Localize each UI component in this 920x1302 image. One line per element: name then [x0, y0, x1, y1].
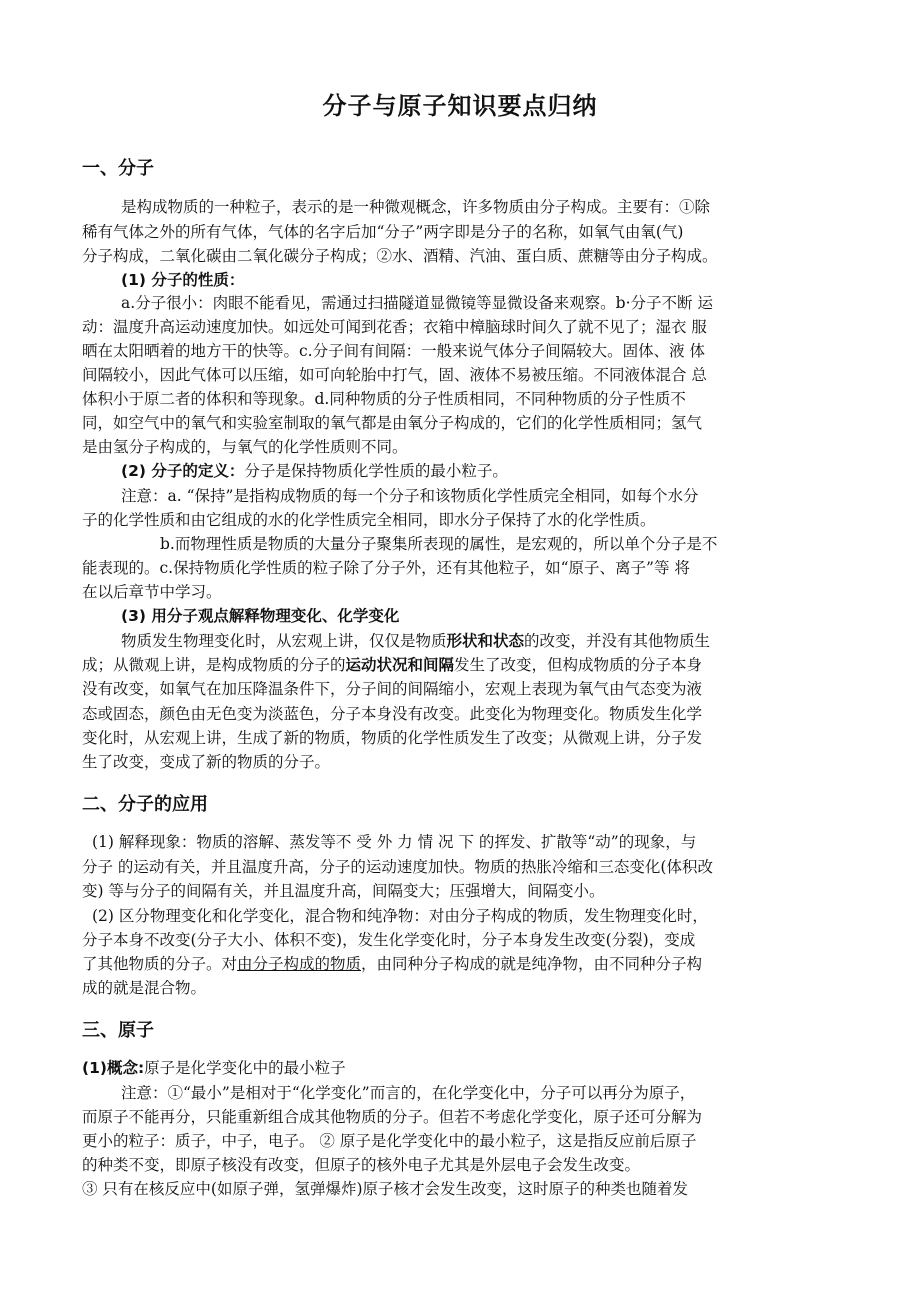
paragraph-line: 分子构成，二氧化碳由二氧化碳分子构成；②水、酒精、汽油、蛋白质、蔗糖等由分子构成。 [82, 247, 718, 265]
paragraph-line: 成的就是混合物。 [82, 979, 207, 997]
paragraph-line: 态或固态，颜色由无色变为淡蓝色，分子本身没有改变。此变化为物理变化。物质发生化学 [82, 705, 703, 723]
definition-line [121, 460, 508, 482]
paragraph-line: b.而物理性质是物质的大量分子聚集所表现的属性，是宏观的，所以单个分子是不 [160, 535, 718, 553]
paragraph-line: 体积小于原二者的体积和等现象。d.同种物质的分子性质相同，不同种物质的分子性质不 [82, 390, 686, 408]
paragraph-line: 变化时，从宏观上讲，生成了新的物质，物质的化学性质发生了改变；从微观上讲，分子发 [82, 729, 703, 747]
concept-text: 原子是化学变化中的最小粒子 [144, 1059, 346, 1077]
section-heading-molecule: 一、分子 [82, 158, 154, 179]
paragraph-line: 注意：①“最小”是相对于“化学变化”而言的，在化学变化中，分子可以再分为原子， [121, 1084, 696, 1102]
paragraph-line: 注意：a. “保持”是指构成物质的每一个分子和该物质化学性质完全相同，如每个水分 [121, 487, 699, 505]
paragraph-line: 分子 的运动有关，并且温度升高，分子的运动速度加快。物质的热胀冷缩和三态变化(体积改 [82, 858, 713, 876]
paragraph-line: 变) 等与分子的间隔有关，并且温度升高，间隔变大；压强增大，间隔变小。 [82, 882, 605, 900]
paragraph-line: 在以后章节中学习。 [82, 583, 222, 601]
paragraph-line: 生了改变，变成了新的物质的分子。 [82, 753, 331, 771]
paragraph-line: 更小的粒子：质子，中子，电子。 ② 原子是化学变化中的最小粒子，这是指反应前后原子 [82, 1132, 697, 1150]
concept-line [82, 1057, 346, 1079]
subheading-explain-changes: (3) 用分子观点解释物理变化、化学变化 [121, 607, 400, 625]
paragraph-line [82, 953, 702, 975]
text-run: 的改变，并没有其他物质生 [524, 632, 711, 650]
subheading-concept: (1)概念: [82, 1059, 145, 1077]
paragraph-line: 是由氢分子构成的，与氧气的化学性质则不同。 [82, 438, 408, 456]
section-heading-atom: 三、原子 [82, 1020, 154, 1041]
paragraph-line: 晒在太阳晒着的地方干的快等。c.分子间有间隔：一般来说气体分子间隔较大。固体、液 体 [82, 342, 706, 360]
paragraph-line: 间隔较小，因此气体可以压缩，如可向轮胎中打气，固、液体不易被压缩。不同液体混合 总 [82, 366, 707, 384]
text-run: 了其他物质的分子。对 [82, 955, 238, 973]
text-run: 成；从微观上讲，是构成物质的分子的 [82, 656, 346, 674]
paragraph-line: a.分子很小：肉眼不能看见，需通过扫描隧道显微镜等显微设备来观察。b·分子不断 运 [121, 294, 713, 312]
bold-term: 形状和状态 [446, 632, 525, 650]
paragraph-line: ③ 只有在核反应中(如原子弹，氢弹爆炸)原子核才会发生改变，这时原子的种类也随着发 [82, 1180, 689, 1198]
paragraph-line [82, 654, 702, 676]
paragraph-line: 动：温度升高运动速度加快。如远处可闻到花香；衣箱中樟脑球时间久了就不见了；湿衣 服 [82, 318, 707, 336]
paragraph-line: 是构成物质的一种粒子，表示的是一种微观概念，许多物质由分子构成。主要有：①除 [121, 198, 711, 216]
paragraph-line: 能表现的。c.保持物质化学性质的粒子除了分子外，还有其他粒子，如“原子、离子”等 将 [82, 559, 690, 577]
paragraph-line: 而原子不能再分，只能重新组合成其他物质的分子。但若不考虑化学变化，原子还可分解为 [82, 1108, 703, 1126]
definition-text: 分子是保持物质化学性质的最小粒子。 [244, 462, 508, 480]
page-title: 分子与原子知识要点归纳 [322, 92, 598, 120]
paragraph-line: (2) 区分物理变化和化学变化，混合物和纯净物：对由分子构成的物质，发生物理变化时， [92, 907, 708, 925]
text-run: ，由同种分子构成的就是纯净物，由不同种分子构 [361, 955, 703, 973]
paragraph-line: (1) 解释现象：物质的溶解、蒸发等不 受 外 力 情 况 下 的挥发、扩散等“动”的现象，与 [92, 833, 697, 851]
paragraph-line: 分子本身不改变(分子大小、体积不变)，发生化学变化时，分子本身发生改变(分裂)，变成 [82, 931, 696, 949]
subheading-definition: (2) 分子的定义： [121, 462, 245, 480]
paragraph-line: 稀有气体之外的所有气体，气体的名字后加“分子”两字即是分子的名称，如氧气由氧(气) [82, 223, 684, 241]
bold-term: 运动状况和间隔 [345, 656, 455, 674]
text-run: 物质发生物理变化时，从宏观上讲，仅仅是物质 [121, 632, 447, 650]
paragraph-line: 没有改变，如氧气在加压降温条件下，分子间的间隔缩小，宏观上表现为氧气由气态变为液 [82, 680, 703, 698]
paragraph-line: 同，如空气中的氧气和实验室制取的氧气都是由氧分子构成的，它们的化学性质相同；氢气 [82, 414, 703, 432]
text-run: 发生了改变，但构成物质的分子本身 [454, 656, 703, 674]
paragraph-line [121, 630, 710, 652]
section-heading-application: 二、分子的应用 [82, 794, 208, 815]
paragraph-line: 子的化学性质和由它组成的水的化学性质完全相同，即水分子保持了水的化学性质。 [82, 511, 656, 529]
paragraph-line: 的种类不变，即原子核没有改变，但原子的核外电子尤其是外层电子会发生改变。 [82, 1156, 641, 1174]
subheading-properties: (1) 分子的性质： [121, 271, 245, 289]
underlined-term: 由分子构成的物质 [237, 955, 362, 973]
